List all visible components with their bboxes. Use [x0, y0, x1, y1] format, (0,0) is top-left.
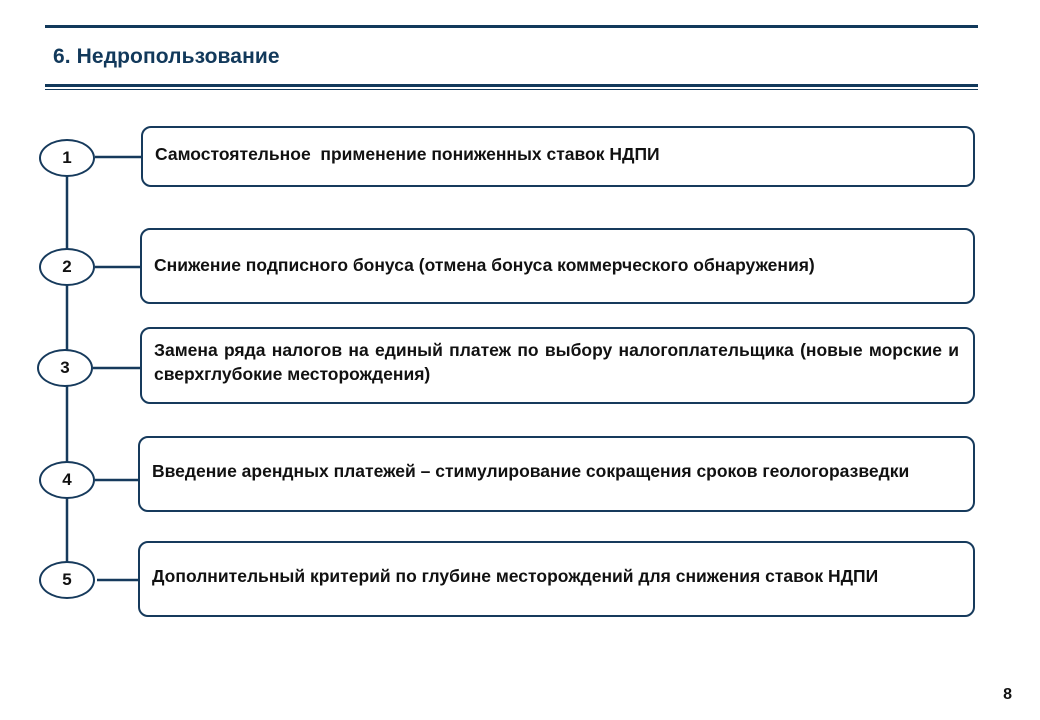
step-3-text: Замена ряда налогов на единый платеж по выбору налогоплательщика (новые морские и сверхглубокие месторождения) — [154, 339, 959, 384]
step-4-number: 4 — [39, 461, 95, 499]
step-4-box — [138, 436, 975, 512]
step-5-text: Дополнительный критерий по глубине месторождений для снижения ставок НДПИ — [152, 566, 879, 587]
step-5-number: 5 — [39, 561, 95, 599]
step-5-box — [138, 541, 975, 617]
step-3-number: 3 — [37, 349, 93, 387]
step-3-box — [140, 327, 975, 404]
page-number: 8 — [1003, 686, 1012, 703]
step-1-box — [141, 126, 975, 187]
step-2-number: 2 — [39, 248, 95, 286]
step-1-text: Самостоятельное применение пониженных ставок НДПИ — [155, 144, 660, 165]
step-1-number: 1 — [39, 139, 95, 177]
slide-title: 6. Недропользование — [53, 45, 280, 68]
step-2-text: Снижение подписного бонуса (отмена бонуса коммерческого обнаружения) — [154, 255, 815, 276]
step-4-text: Введение арендных платежей – стимулирование сокращения сроков геологоразведки — [152, 461, 910, 482]
step-2-box — [140, 228, 975, 304]
